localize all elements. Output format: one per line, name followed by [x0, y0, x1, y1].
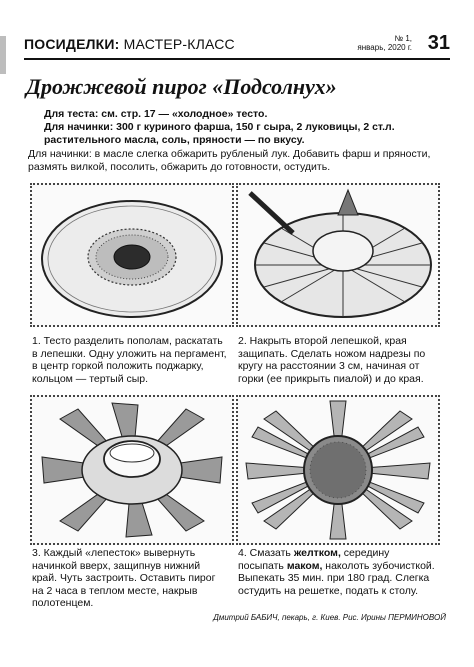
issue-info: [357, 34, 412, 52]
page-edge-tab: [0, 36, 6, 74]
step-3-illustration: [30, 395, 234, 545]
step-4-text-c: наколоть зубочисткой. Выпекать 35 мин. при 180 град. Слегка остудить на решетке, подать к столу.: [238, 559, 435, 597]
step-3-caption: 3. Каждый «лепесток» вывернуть начинкой вверх, защипнув нижний край. Чуть застроить. Оставить пирог на 2 часа в теплом месте, накрыв полотенцем.: [32, 547, 216, 609]
petals-with-bowl-drawing: [32, 397, 232, 543]
filling-instructions: Для начинки: в масле слегка обжарить рубленый лук. Добавить фарш и пряности, размять вилкой, посолить, обжарить до готовности, остудить.: [28, 148, 431, 173]
step-4-text-a: 4. Смазать: [238, 547, 294, 559]
issue-number: № 1,: [394, 34, 412, 43]
rubric-sub: МАСТЕР-КЛАСС: [123, 36, 235, 52]
baked-pie-drawing: [238, 397, 438, 543]
step-4-illustration: [236, 395, 440, 545]
step-4-bold-poppy: маком,: [286, 559, 323, 572]
step-1-illustration: [30, 183, 234, 327]
step-4-bold-yolk: желтком,: [293, 547, 341, 559]
step-2-caption: 2. Накрыть второй лепешкой, края защипать. Сделать ножом надрезы по кругу на расстоянии 3 см, начиная от горки (ее прикрыть пиалой) и до края.: [238, 335, 426, 385]
issue-date: январь, 2020 г.: [357, 43, 412, 52]
page-header: [24, 30, 450, 60]
step-4-caption: [238, 547, 436, 597]
author-credit: Дмитрий БАБИЧ, пекарь, г. Киев. Рис. Ирины ПЕРМИНОВОЙ: [213, 613, 446, 622]
article-title: Дрожжевой пирог «Подсолнух»: [26, 74, 337, 99]
dough-line: Для теста: см. стр. 17 — «холодное» тесто.: [44, 108, 268, 120]
ingredients-block: [44, 108, 450, 147]
step-4-text-b: середину посыпать: [238, 547, 390, 572]
step-1-caption: 1. Тесто разделить пополам, раскатать в лепешки. Одну уложить на пергамент, в центр горкой положить поджарку, кольцом — тертый сыр.: [32, 335, 227, 385]
rubric-main: ПОСИДЕЛКИ:: [24, 36, 120, 52]
step-2-illustration: [236, 183, 440, 327]
flat-dough-drawing: [32, 185, 232, 325]
rubric-label: [24, 36, 235, 52]
filling-line: Для начинки: 300 г куриного фарша, 150 г сыра, 2 луковицы, 2 ст.л. растительного масла, соль, пряности — по вкусу.: [44, 121, 395, 146]
page-number: 31: [427, 32, 450, 54]
cut-dough-drawing: [238, 185, 438, 325]
